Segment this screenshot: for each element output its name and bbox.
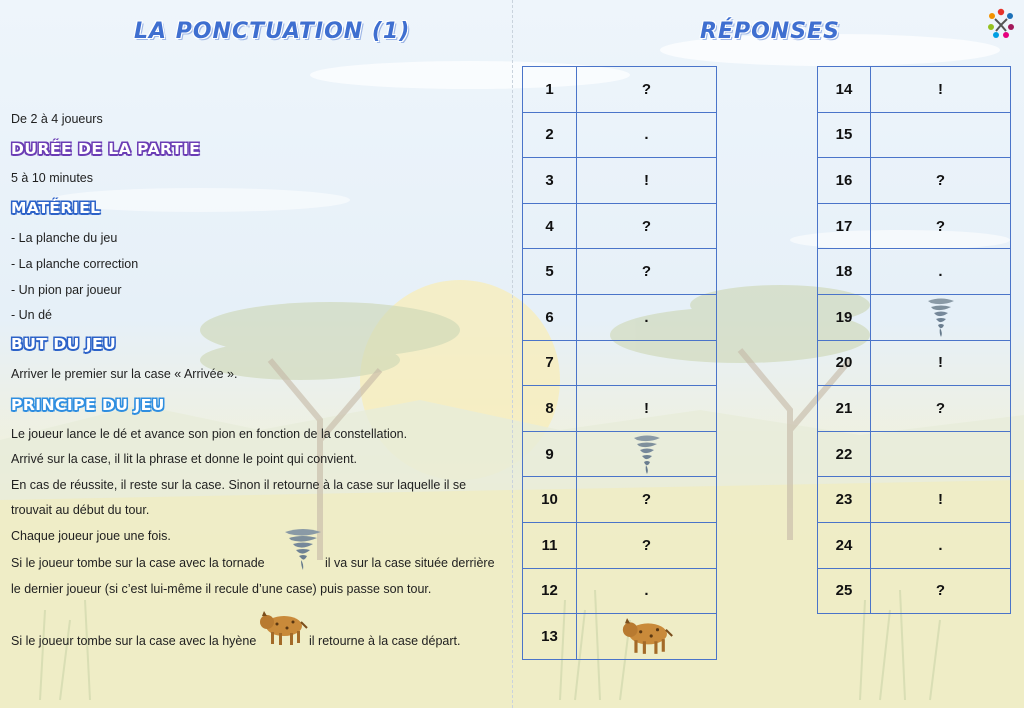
answer-value: ? (577, 522, 717, 568)
page-divider (512, 0, 513, 708)
principe-line: Le joueur lance le dé et avance son pion en fonction de la constellation. (11, 427, 408, 441)
answer-value: ! (871, 67, 1011, 113)
heading-but: BUT DU JEU (11, 335, 117, 353)
answer-row (523, 386, 717, 432)
answer-row (523, 249, 717, 295)
answer-row (818, 249, 1011, 295)
principe-line: trouvait au début du tour. (11, 503, 150, 517)
answer-row (818, 522, 1011, 568)
answer-row (523, 158, 717, 204)
answer-value (577, 614, 717, 660)
answer-row (523, 477, 717, 523)
answer-row (523, 522, 717, 568)
materiel-item: - La planche du jeu (11, 231, 118, 245)
question-number: 17 (818, 203, 871, 249)
duree-text: 5 à 10 minutes (11, 171, 93, 185)
answer-row (818, 203, 1011, 249)
answer-value: ! (871, 477, 1011, 523)
question-number: 21 (818, 386, 871, 432)
hyena-icon (619, 615, 675, 657)
question-number: 9 (523, 431, 577, 477)
answers-title: RÉPONSES (700, 19, 840, 44)
question-number: 23 (818, 477, 871, 523)
answer-value (871, 294, 1011, 340)
question-number: 18 (818, 249, 871, 295)
answer-row (818, 568, 1011, 614)
answer-value: ? (577, 203, 717, 249)
answer-value: ? (577, 67, 717, 113)
question-number: 20 (818, 340, 871, 386)
players-count: De 2 à 4 joueurs (11, 112, 103, 126)
question-number: 22 (818, 431, 871, 477)
question-number: 8 (523, 386, 577, 432)
answer-row (818, 431, 1011, 477)
answer-value: . (577, 568, 717, 614)
question-number: 13 (523, 614, 577, 660)
answers-table-left (522, 66, 717, 660)
heading-materiel: MATÉRIEL (11, 199, 101, 217)
answers-table-right (817, 66, 1011, 614)
principe-line: Chaque joueur joue une fois. (11, 529, 171, 543)
question-number: 6 (523, 294, 577, 340)
question-number: 5 (523, 249, 577, 295)
answer-value: ? (871, 158, 1011, 204)
answer-value (871, 112, 1011, 158)
answer-row (818, 340, 1011, 386)
question-number: 14 (818, 67, 871, 113)
answer-value: . (577, 294, 717, 340)
principe-line: En cas de réussite, il reste sur la case. Sinon il retourne à la case sur laquelle il se (11, 478, 467, 492)
answer-value (577, 340, 717, 386)
tornado-icon (632, 433, 662, 475)
answer-row (523, 67, 717, 113)
answer-row (818, 112, 1011, 158)
hyena-rule-end: il retourne à la case départ. (309, 634, 461, 648)
answer-row (818, 386, 1011, 432)
answer-row (523, 340, 717, 386)
question-number: 2 (523, 112, 577, 158)
answer-row (523, 294, 717, 340)
question-number: 3 (523, 158, 577, 204)
answer-row (523, 203, 717, 249)
hyena-rule-start: Si le joueur tombe sur la case avec la hyène (11, 634, 257, 648)
question-number: 1 (523, 67, 577, 113)
answer-row (818, 67, 1011, 113)
tornado-rule-start: Si le joueur tombe sur la case avec la tornade (11, 556, 265, 570)
heading-duree: DURÉE DE LA PARTIE (11, 140, 201, 158)
materiel-item: - Un dé (11, 308, 52, 322)
tornado-rule-end: il va sur la case située derrière (325, 556, 495, 570)
answer-value: . (871, 249, 1011, 295)
but-text: Arriver le premier sur la case « Arrivée ». (11, 367, 238, 381)
answer-value: . (577, 112, 717, 158)
page-title: LA PONCTUATION (1) (134, 19, 411, 44)
question-number: 25 (818, 568, 871, 614)
question-number: 12 (523, 568, 577, 614)
answer-row (523, 431, 717, 477)
answer-value: ! (577, 158, 717, 204)
answer-value: ! (577, 386, 717, 432)
answer-value (871, 431, 1011, 477)
materiel-item: - La planche correction (11, 257, 139, 271)
question-number: 19 (818, 294, 871, 340)
question-number: 4 (523, 203, 577, 249)
tornado-icon (281, 526, 325, 572)
answer-row (523, 112, 717, 158)
question-number: 11 (523, 522, 577, 568)
question-number: 10 (523, 477, 577, 523)
answer-row (523, 568, 717, 614)
answer-value (577, 431, 717, 477)
answer-value: ? (577, 477, 717, 523)
answer-value: ? (871, 568, 1011, 614)
heading-principe: PRINCIPE DU JEU (11, 396, 165, 414)
answer-value: ? (577, 249, 717, 295)
question-number: 15 (818, 112, 871, 158)
question-number: 7 (523, 340, 577, 386)
answer-value: . (871, 522, 1011, 568)
question-number: 16 (818, 158, 871, 204)
answer-row (818, 158, 1011, 204)
tornado-rule-line2: le dernier joueur (si c’est lui-même il recule d’une case) puis passe son tour. (11, 582, 432, 596)
people-logo-icon (984, 6, 1018, 40)
answer-value: ! (871, 340, 1011, 386)
hyena-icon (257, 608, 309, 648)
answer-value: ? (871, 203, 1011, 249)
principe-line: Arrivé sur la case, il lit la phrase et donne le point qui convient. (11, 452, 358, 466)
answer-row (523, 614, 717, 660)
question-number: 24 (818, 522, 871, 568)
answer-row (818, 294, 1011, 340)
tornado-icon (926, 296, 956, 338)
materiel-item: - Un pion par joueur (11, 283, 122, 297)
answer-value: ? (871, 386, 1011, 432)
answer-row (818, 477, 1011, 523)
